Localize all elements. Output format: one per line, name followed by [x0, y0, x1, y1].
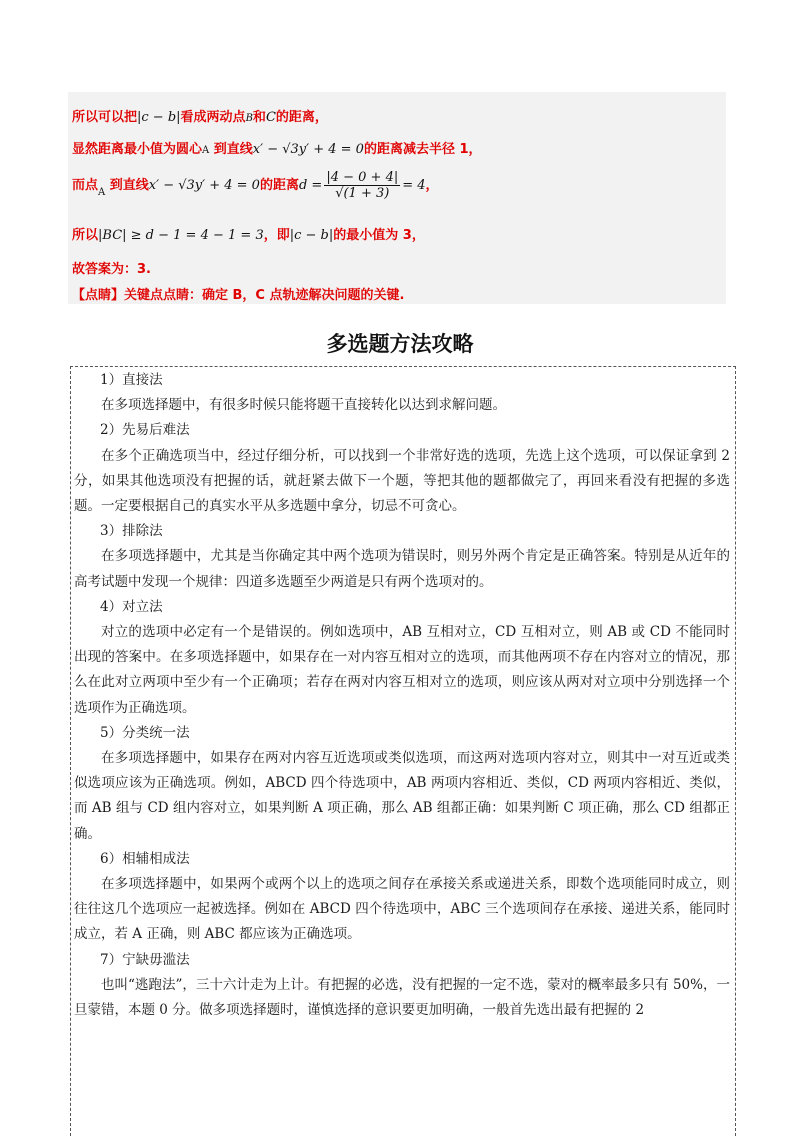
method-heading: 5）分类统一法: [100, 724, 190, 741]
line-equation: x′ − √3y′ + 4 = 0: [252, 142, 364, 157]
text: 到直线: [109, 178, 149, 193]
method-heading: 6）相辅相成法: [100, 850, 190, 867]
text: 显然距离最小值为圆心: [72, 142, 203, 157]
method-heading: 4）对立法: [100, 598, 163, 615]
answer-line-3: [72, 170, 439, 201]
text: 的距离减去半径 1，: [363, 142, 482, 157]
answer-line-1: [72, 106, 328, 125]
method-paragraph: 在多项选择题中，如果两个或两个以上的选项之间存在承接关系或递进关系，即数个选项能同时成立，则往往这几个选项应一起被选择。例如在 ABCD 四个待选项中，ABC 三个选项间存在承接、递进关系，能同时成立，若 A 正确，则 ABC 都应该为正确选项。: [74, 876, 730, 943]
point-a: A: [202, 145, 210, 156]
key-point-note: 【点睛】关键点点睛：确定 B，C 点轨迹解决问题的关键.: [72, 288, 405, 303]
method-item: [74, 595, 730, 721]
text: 的距离，: [275, 110, 328, 125]
method-heading: 2）先易后难法: [100, 422, 190, 439]
vector-diff-expr: |c − b|: [289, 228, 334, 243]
text: 所以可以把: [72, 110, 138, 125]
distance-result: = 4: [402, 178, 426, 193]
text: ，即: [263, 228, 290, 243]
answer-line-4: [72, 224, 425, 243]
method-item: [74, 721, 730, 847]
method-paragraph: 在多项选择题中，有很多时候只能将题干直接转化以达到求解问题。: [101, 397, 506, 414]
point-b: B: [245, 113, 253, 124]
inequality: |BC| ≥ d − 1 = 4 − 1 = 3: [98, 228, 264, 243]
text: 和: [252, 110, 266, 125]
section-title: 多选题方法攻略: [326, 332, 474, 356]
methods-list: [74, 368, 730, 1023]
method-item: [74, 368, 730, 418]
method-heading: 7）宁缺毋滥法: [100, 951, 190, 968]
text: ，: [425, 178, 439, 193]
text: 所以: [72, 228, 99, 243]
fraction-numerator: |4 − 0 + 4|: [326, 170, 399, 185]
method-heading: 3）排除法: [100, 523, 163, 540]
text: 而点: [72, 178, 99, 193]
point-c: C: [265, 110, 276, 125]
fraction-denominator: √(1 + 3): [335, 186, 390, 201]
method-heading: 1）直接法: [100, 372, 163, 388]
method-item: [74, 418, 730, 519]
text: 看成两动点: [180, 110, 246, 125]
vector-diff-expr: |c − b|: [137, 110, 181, 125]
answer-line-2: [72, 138, 482, 157]
answer-box: [68, 92, 726, 304]
distance-fraction: [324, 170, 400, 201]
method-item: [74, 519, 730, 595]
answer-line-5: 故答案为：3.: [72, 262, 151, 277]
point-a: A: [98, 187, 106, 198]
text: 到直线: [213, 142, 253, 157]
method-item: [74, 847, 730, 948]
method-item: [74, 948, 730, 1024]
distance-symbol: d =: [298, 178, 323, 193]
text: 的最小值为 3，: [333, 228, 425, 243]
method-paragraph: 在多个正确选项当中，经过仔细分析，可以找到一个非常好选的选项，先选上这个选项，可以保证拿到 2 分，如果其他选项没有把握的话，就赶紧去做下一个题，等把其他的题都做完了，再回来看没有把握的多选题。一定要根据自己的真实水平从多选题中拿分，切忌不可贪心。: [74, 447, 730, 515]
method-paragraph: 也叫“逃跑法”，三十六计走为上计。有把握的必选，没有把握的一定不选，蒙对的概率最多只有 50%，一旦蒙错，本题 0 分。做多项选择题时，谨慎选择的意识要更加明确，一般首先选出最有把握的 2: [74, 976, 730, 1019]
line-equation: x′ − √3y′ + 4 = 0: [148, 178, 260, 193]
method-paragraph: 在多项选择题中，如果存在两对内容互近选项或类似选项，而这两对选项内容对立，则其中一对互近或类似选项应该为正确选项。例如，ABCD 四个待选项中，AB 两项内容相近、类似，CD 两项内容相近、类似，而 AB 组与 CD 组内容对立，如果判断 A 项正确，那么 AB 组都正确：如果判断 C 项正确，那么 CD 组都正确。: [74, 750, 730, 842]
method-paragraph: 对立的选项中必定有一个是错误的。例如选项中，AB 互相对立，CD 互相对立，则 AB 或 CD 不能同时出现的答案中。在多项选择题中，如果存在一对内容互相对立的选项，而其他两项不存在内容对立的情况，那么在此对立两项中至少有一个正确项；若存在两对内容互相对立的选项，则应该从两对对立项中分别选择一个选项作为正确选项。: [74, 624, 730, 716]
method-paragraph: 在多项选择题中，尤其是当你确定其中两个选项为错误时，则另外两个肯定是正确答案。特别是从近年的高考试题中发现一个规律：四道多选题至少两道是只有两个选项对的。: [74, 548, 730, 590]
text: 的距离: [259, 178, 299, 193]
